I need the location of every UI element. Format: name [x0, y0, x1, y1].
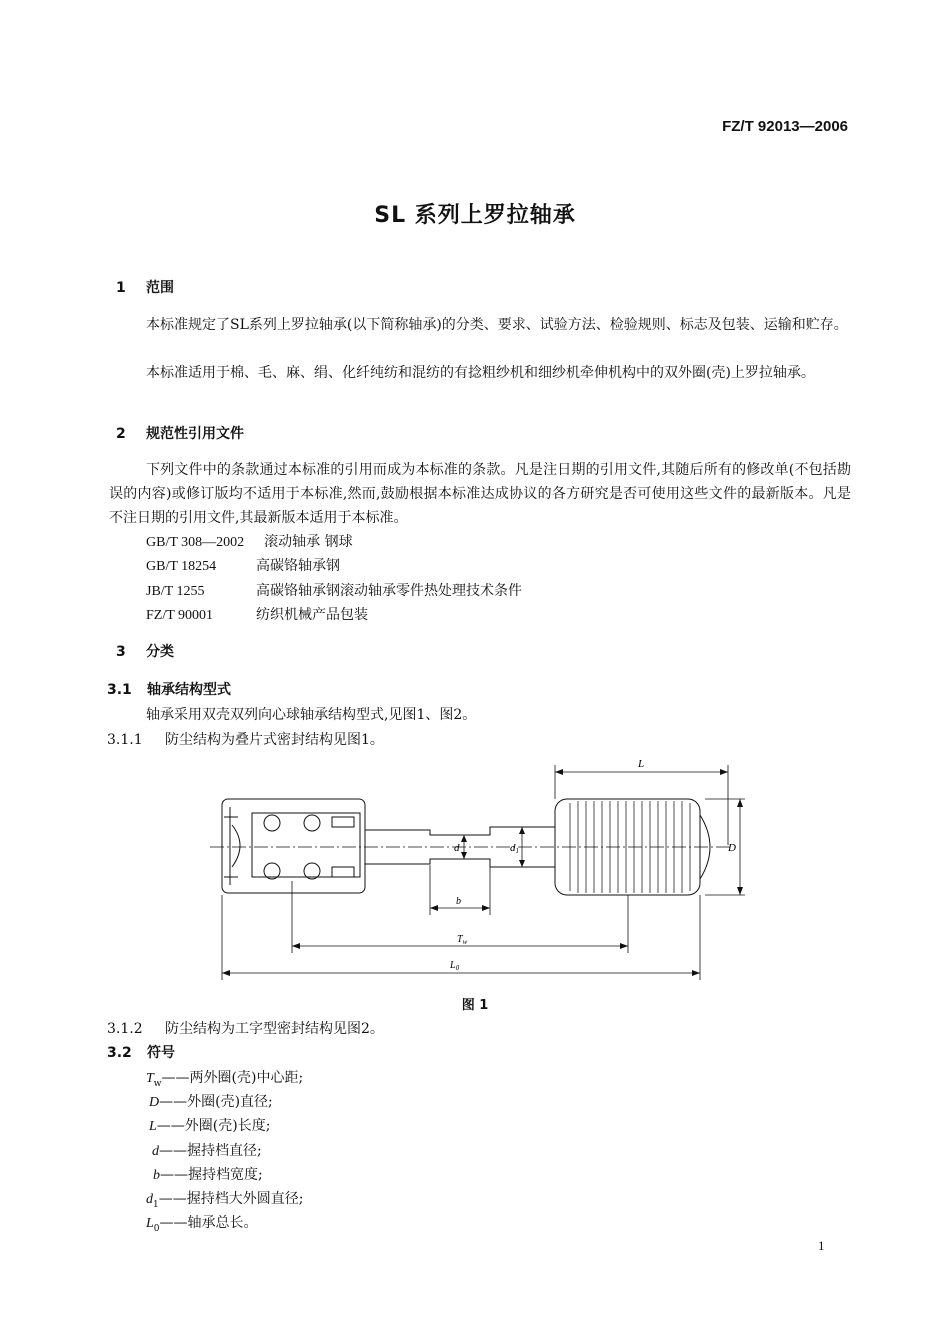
reference-code: GB/T 18254 [146, 559, 217, 574]
section-title: 范围 [146, 280, 174, 296]
shaft-bottom [365, 859, 555, 867]
ball [304, 815, 320, 831]
reference-code: JB/T 1255 [146, 584, 205, 599]
section-number: 3.1.2 [107, 1021, 143, 1037]
label-D: D [728, 842, 736, 854]
section-number: 3.2 [107, 1045, 132, 1061]
symbol-subscript: 0 [153, 1223, 160, 1234]
reference-item [146, 604, 368, 624]
section-2-heading [116, 423, 244, 443]
symbol: L [146, 1216, 154, 1231]
symbol-subscript: w [153, 1078, 162, 1089]
document-title: SL 系列上罗拉轴承 [374, 203, 576, 228]
section-1-heading [116, 277, 174, 297]
section-3-1-2 [107, 1018, 384, 1038]
symbol-description: ——两外圈(壳)中心距; [161, 1070, 304, 1086]
seal-block [332, 817, 354, 827]
seal-lip [232, 825, 240, 867]
symbol: d [146, 1192, 153, 1207]
label-d1: d1 [510, 842, 519, 855]
symbol-description: ——握持档宽度; [160, 1167, 263, 1183]
section-title: 规范性引用文件 [146, 426, 244, 442]
reference-item [146, 555, 340, 575]
section-number: 3.1 [107, 682, 132, 698]
symbol-description: ——外圈(壳)长度; [156, 1118, 271, 1134]
section-title: 分类 [146, 644, 174, 660]
section-3-2-heading [107, 1042, 175, 1062]
symbol: b [153, 1168, 160, 1183]
symbol-description: ——外圈(壳)直径; [159, 1094, 273, 1110]
symbol-description: ——轴承总长。 [159, 1215, 258, 1231]
reference-code: GB/T 308—2002 [146, 535, 245, 550]
section-number: 2 [116, 426, 126, 442]
symbol-description: ——握持档大外圆直径; [158, 1191, 304, 1207]
symbol: D [149, 1095, 160, 1110]
reference-item [146, 580, 522, 600]
symbol-description: ——握持档直径; [159, 1143, 262, 1159]
section-3-1-heading [107, 679, 231, 699]
reference-code: FZ/T 90001 [146, 608, 214, 623]
section-title: 轴承结构型式 [147, 682, 231, 698]
symbol: L [149, 1119, 157, 1134]
reference-name: 纺织机械产品包装 [256, 607, 368, 623]
symbol-item [146, 1067, 303, 1089]
label-L0: $L_0$ [450, 960, 460, 972]
section-text: 防尘结构为叠片式密封结构见图1。 [165, 732, 384, 748]
section-3-heading [116, 641, 174, 661]
section-text: 防尘结构为工字型密封结构见图2。 [165, 1021, 384, 1037]
symbol-item [146, 1188, 303, 1210]
symbol-item [153, 1164, 263, 1184]
seal-profile [224, 807, 238, 885]
section-number: 3 [116, 644, 126, 660]
reference-name: 高碳铬轴承钢 [256, 558, 340, 574]
section-1-paragraph-2: 本标准适用于棉、毛、麻、绢、化纤纯纺和混纺的有捻粗纱机和细纱机牵伸机构中的双外圈(壳)上罗拉轴承。 [146, 365, 815, 381]
symbol-subscript: 1 [153, 1199, 159, 1210]
symbol: d [152, 1144, 159, 1159]
symbol-item [146, 1212, 258, 1234]
label-Tw: $T_w$ [457, 934, 468, 946]
seal-block [332, 867, 354, 877]
section-3-1-paragraph: 轴承采用双壳双列向心球轴承结构型式,见图1、图2。 [146, 707, 477, 723]
reference-item [146, 531, 353, 551]
label-b: b [456, 896, 461, 907]
symbol: T [146, 1071, 154, 1086]
symbol-item [149, 1091, 273, 1111]
section-3-1-1 [107, 729, 384, 749]
section-number: 3.1.1 [107, 732, 143, 748]
reference-name: 高碳铬轴承钢滚动轴承零件热处理技术条件 [256, 583, 522, 599]
shaft-top [365, 827, 555, 835]
reference-name: 滚动轴承 钢球 [264, 534, 353, 550]
label-d: d [454, 842, 460, 854]
figure-1-caption: 图 1 [461, 998, 489, 1013]
page-number: 1 [818, 1238, 825, 1253]
section-2-paragraph-1: 下列文件中的条款通过本标准的引用而成为本标准的条款。凡是注日期的引用文件,其随后所有的修改单(不包括勘误的内容)或修订版均不适用于本标准,然而,鼓励根据本标准达成协议的各方研究是否可使用这些文件的最新版本。凡是不注日期的引用文件,其最新版本适用于本标准。 [109, 462, 851, 526]
symbol-item [149, 1115, 270, 1135]
label-L: L [638, 758, 645, 770]
section-number: 1 [116, 280, 126, 296]
symbol-item [152, 1140, 262, 1160]
figure-1-drawing [200, 755, 760, 985]
ball [264, 815, 280, 831]
section-title: 符号 [147, 1045, 175, 1061]
standard-code: FZ/T 92013—2006 [722, 118, 848, 135]
section-1-paragraph-1: 本标准规定了SL系列上罗拉轴承(以下简称轴承)的分类、要求、试验方法、检验规则、标志及包装、运输和贮存。 [146, 317, 848, 333]
